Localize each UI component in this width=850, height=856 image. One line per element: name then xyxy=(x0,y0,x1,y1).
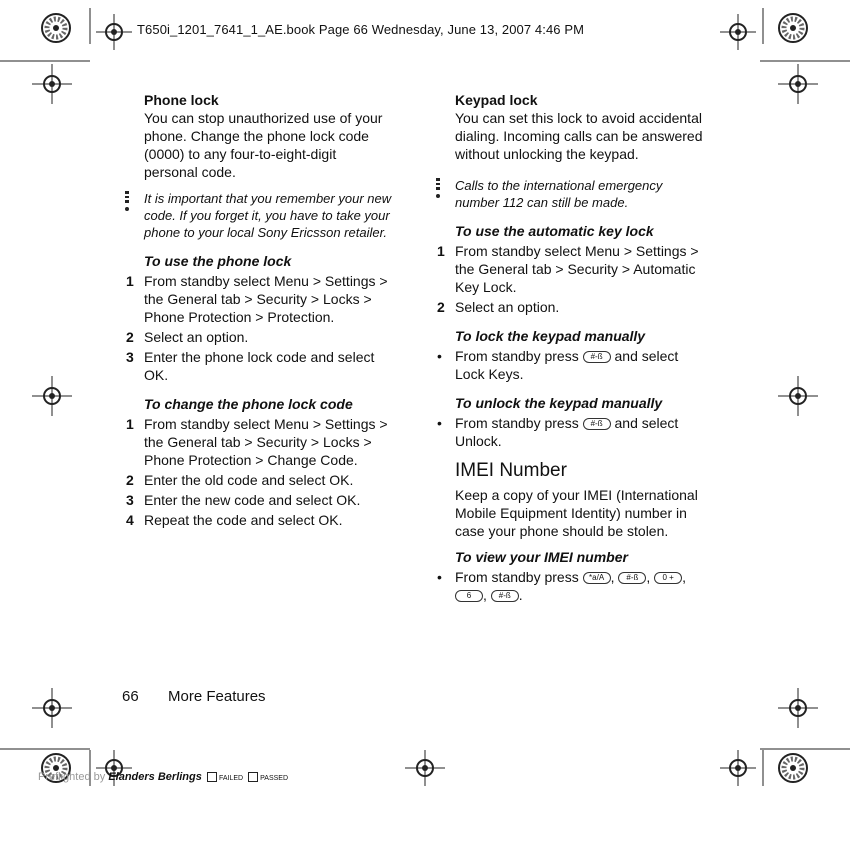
step-text: Enter the phone lock code and select OK. xyxy=(144,349,375,383)
manual-lock-heading: To lock the keypad manually xyxy=(455,328,646,344)
step-number: 1 xyxy=(437,243,445,259)
use-lock-heading: To use the phone lock xyxy=(144,253,292,269)
page-number: 66 xyxy=(122,688,139,705)
exclamation-note-icon xyxy=(122,191,132,213)
preflight-prefix: Preflighted by xyxy=(38,771,106,783)
star-key-icon: *a/A xyxy=(583,572,611,584)
note xyxy=(455,177,703,211)
imei-text: Keep a copy of your IMEI (International Mobile Equipment Identity) number in case your phone should be stolen. xyxy=(455,487,698,539)
note-text: Calls to the international emergency number 112 can still be made. xyxy=(455,178,663,210)
step-text: Select an option. xyxy=(144,329,249,345)
step-number: 3 xyxy=(126,492,134,508)
section-title: More Features xyxy=(168,688,266,705)
hash-key-icon: #-ß xyxy=(491,590,519,602)
preflight-failed: FAILED xyxy=(218,775,244,782)
list-item xyxy=(437,242,703,296)
hash-key-icon: #-ß xyxy=(583,351,611,363)
crosshair-registration-icon xyxy=(778,64,818,104)
registration-circle-icon xyxy=(777,12,809,44)
keypad-lock-text: You can set this lock to avoid accidental dialing. Incoming calls can be answered without unlocking the keypad. xyxy=(455,110,703,162)
checkbox-icon xyxy=(248,772,258,782)
step-number: 2 xyxy=(437,299,445,315)
step-text: and select Unlock. xyxy=(455,415,679,449)
crosshair-registration-icon xyxy=(720,750,756,786)
preflight-brand: Elanders Berlings xyxy=(108,771,202,783)
registration-circle-icon xyxy=(40,12,72,44)
step-text: Select an option. xyxy=(455,299,560,315)
book-header: T650i_1201_7641_1_AE.book Page 66 Wednesday, June 13, 2007 4:46 PM xyxy=(137,22,585,37)
step-text: From standby press xyxy=(455,569,579,585)
hash-key-icon: #-ß xyxy=(583,418,611,430)
crop-line-icon xyxy=(0,748,90,750)
crosshair-registration-icon xyxy=(778,688,818,728)
list-item xyxy=(126,272,392,326)
separator: , xyxy=(610,569,615,585)
unlock-heading: To unlock the keypad manually xyxy=(455,395,663,411)
list-item xyxy=(126,471,392,489)
list-item xyxy=(126,348,392,384)
crop-line-icon xyxy=(760,748,850,750)
list-item xyxy=(437,347,703,383)
step-number: 4 xyxy=(126,512,134,528)
step-text: Enter the old code and select OK. xyxy=(144,472,354,488)
list-item xyxy=(437,298,703,316)
separator: . xyxy=(518,587,523,603)
left-column xyxy=(122,92,392,531)
step-text: From standby select Menu > Settings > the General tab > Security > Automatic Key Lock. xyxy=(455,243,699,295)
checkbox-icon xyxy=(207,772,217,782)
crop-line-icon xyxy=(89,8,91,44)
preflight-passed: PASSED xyxy=(260,775,289,782)
separator: , xyxy=(646,569,651,585)
step-text: Repeat the code and select OK. xyxy=(144,512,343,528)
bullet: • xyxy=(437,569,442,585)
crop-line-icon xyxy=(760,60,850,62)
keypad-lock-heading: Keypad lock xyxy=(455,92,538,108)
change-code-heading: To change the phone lock code xyxy=(144,396,353,412)
step-text: From standby press xyxy=(455,348,579,364)
six-key-icon: 6 xyxy=(455,590,483,602)
crosshair-registration-icon xyxy=(32,688,72,728)
auto-lock-heading: To use the automatic key lock xyxy=(455,223,654,239)
step-number: 1 xyxy=(126,273,134,289)
separator: , xyxy=(682,569,687,585)
list-item xyxy=(126,491,392,509)
step-number: 1 xyxy=(126,416,134,432)
note xyxy=(144,190,392,241)
crop-line-icon xyxy=(762,750,764,786)
step-text: From standby select Menu > Settings > the General tab > Security > Locks > Phone Protection > Change Code. xyxy=(144,416,388,468)
step-text: From standby select Menu > Settings > the General tab > Security > Locks > Phone Protection > Protection. xyxy=(144,273,388,325)
registration-circle-icon xyxy=(777,752,809,784)
bullet: • xyxy=(437,348,442,364)
step-text: and select Lock Keys. xyxy=(455,348,679,382)
list-item xyxy=(126,511,392,529)
list-item xyxy=(437,568,703,604)
crop-line-icon xyxy=(762,8,764,44)
crosshair-registration-icon xyxy=(32,64,72,104)
step-text: Enter the new code and select OK. xyxy=(144,492,361,508)
step-number: 3 xyxy=(126,349,134,365)
step-text: From standby press xyxy=(455,415,579,431)
crosshair-registration-icon xyxy=(96,14,132,50)
bullet: • xyxy=(437,415,442,431)
separator: , xyxy=(483,587,487,603)
hash-key-icon: #-ß xyxy=(618,572,646,584)
phone-lock-heading: Phone lock xyxy=(144,92,219,108)
list-item xyxy=(126,328,392,346)
crosshair-registration-icon xyxy=(405,750,445,786)
zero-key-icon: 0 + xyxy=(654,572,682,584)
right-column xyxy=(433,92,703,606)
crosshair-registration-icon xyxy=(32,376,72,416)
list-item xyxy=(437,414,703,450)
list-item xyxy=(126,415,392,469)
crop-line-icon xyxy=(0,60,90,62)
crosshair-registration-icon xyxy=(778,376,818,416)
phone-lock-text: You can stop unauthorized use of your phone. Change the phone lock code (0000) to any four-to-eight-digit personal code. xyxy=(144,110,383,180)
preflight-stamp xyxy=(38,771,288,783)
note-text: It is important that you remember your new code. If you forget it, you have to take your phone to your local Sony Ericsson retailer. xyxy=(144,191,392,240)
step-number: 2 xyxy=(126,329,134,345)
view-imei-heading: To view your IMEI number xyxy=(455,549,628,565)
exclamation-note-icon xyxy=(433,178,443,200)
imei-heading: IMEI Number xyxy=(455,460,567,481)
step-number: 2 xyxy=(126,472,134,488)
crosshair-registration-icon xyxy=(720,14,756,50)
